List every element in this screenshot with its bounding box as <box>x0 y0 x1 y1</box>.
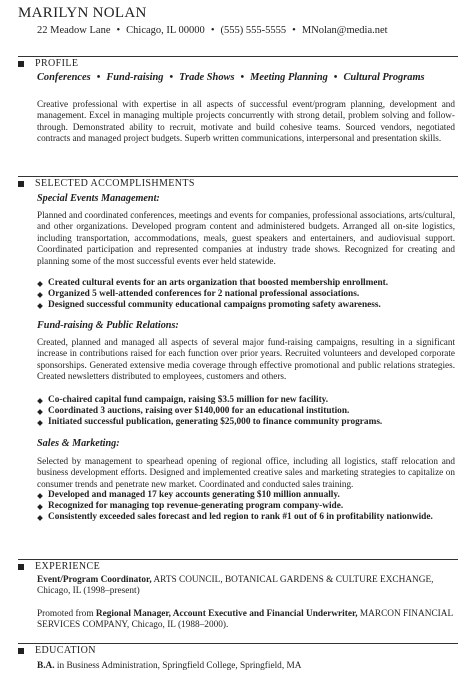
list-item: Organized 5 well-attended conferences for 2 national professional associations. <box>37 289 455 300</box>
list-item: Created cultural events for an arts organization that boosted membership enrollment. <box>37 278 455 289</box>
section-bullet-icon <box>18 181 24 187</box>
list-item: Recognized for managing top revenue-generating program company-wide. <box>37 501 455 512</box>
job-entry: Promoted from Regional Manager, Account Executive and Financial Underwriter, MARCON FINANCIAL SERVICES COMPANY, Chicago, IL (1988–2000). <box>37 609 453 631</box>
address: 22 Meadow Lane <box>37 25 111 36</box>
diamond-bullet-icon <box>37 420 43 426</box>
diamond-bullet-icon <box>37 515 43 521</box>
city: Chicago, IL 00000 <box>126 25 205 36</box>
list-item: Consistently exceeded sales forecast and led region to rank #1 out of 6 in profitability nationwide. <box>37 512 455 523</box>
diamond-bullet-icon <box>37 292 43 298</box>
list-item: Co-chaired capital fund campaign, raising $3.5 million for new facility. <box>37 395 455 406</box>
section-education-heading: EDUCATION <box>18 643 458 644</box>
list-item: Designed successful community educational campaigns promoting safety awareness. <box>37 300 455 311</box>
profile-keywords: Conferences • Fund-raising • Trade Shows • Meeting Planning • Cultural Programs <box>37 72 425 83</box>
section-experience-heading: EXPERIENCE <box>18 559 458 560</box>
diamond-bullet-icon <box>37 281 43 287</box>
diamond-bullet-icon <box>37 303 43 309</box>
special-events-bullets <box>37 278 455 312</box>
job-entry: Event/Program Coordinator, ARTS COUNCIL, BOTANICAL GARDENS & CULTURE EXCHANGE, Chicago, IL (1998–present) <box>37 575 434 597</box>
phone: (555) 555-5555 <box>220 25 287 36</box>
special-events-title: Special Events Management: <box>37 193 160 204</box>
sales-marketing-title: Sales & Marketing: <box>37 438 120 449</box>
fundraising-title: Fund-raising & Public Relations: <box>37 320 179 331</box>
diamond-bullet-icon <box>37 493 43 499</box>
section-bullet-icon <box>18 648 24 654</box>
candidate-name: MARILYN NOLAN <box>18 5 147 21</box>
sales-marketing-bullets <box>37 490 455 524</box>
special-events-text: Planned and coordinated conferences, meetings and events for companies, professional associations, arts/cultural, and other organizations. Developed program content and administered budgets. Arranged all on-site logistics, including transportation, accommodations, meals, guest speakers and entertainers, and audiovisual support. Coordinated participation and represented companies at industry trade shows. Recognized for creating and planning some of the most successful events ever held statewide. <box>37 210 455 266</box>
list-item: Initiated successful publication, generating $25,000 to finance community programs. <box>37 417 455 428</box>
list-item: Developed and managed 17 key accounts generating $10 million annually. <box>37 490 455 501</box>
profile-summary: Creative professional with expertise in all aspects of successful event/program planning, development and management. Excel in managing multiple projects concurrently with strong detail, problem solving and follow-through. Demonstrated ability to recruit, motivate and build cohesive teams. Sourced vendors, negotiated contracts and managed project budgets. Superb written communications, interpersonal and presentation skills. <box>37 99 455 144</box>
contact-line <box>37 25 388 36</box>
list-item: Coordinated 3 auctions, raising over $140,000 for an educational institution. <box>37 406 455 417</box>
section-bullet-icon <box>18 564 24 570</box>
fundraising-bullets <box>37 395 455 429</box>
separator-dot: • <box>210 25 215 36</box>
separator-dot: • <box>292 25 296 36</box>
diamond-bullet-icon <box>37 409 43 415</box>
section-profile-heading: PROFILE <box>18 56 458 57</box>
diamond-bullet-icon <box>37 504 43 510</box>
fundraising-text: Created, planned and managed all aspects of several major fund-raising campaigns, resulting in a significant increase in contributions raised for each function over prior years. Recruited volunteers and developed corporate sponsorships. Generated extensive media coverage through effective promotional and public relations strategies. Created newsletters distributed to employees, customers and others. <box>37 337 455 382</box>
sales-marketing-text: Selected by management to spearhead opening of regional office, including all logistics, staff relocation and business development efforts. Designed and implemented creative sales and marketing strategies to capitalize on consumer trends and penetrate new market. Coordinated and conducted sales training. <box>37 456 455 489</box>
section-bullet-icon <box>18 61 24 67</box>
section-accomplishments-heading: SELECTED ACCOMPLISHMENTS <box>18 176 458 177</box>
education-entry: B.A. in Business Administration, Springfield College, Springfield, MA <box>37 661 302 671</box>
separator-dot: • <box>116 25 121 36</box>
email: MNolan@media.net <box>301 25 388 36</box>
diamond-bullet-icon <box>37 398 43 404</box>
